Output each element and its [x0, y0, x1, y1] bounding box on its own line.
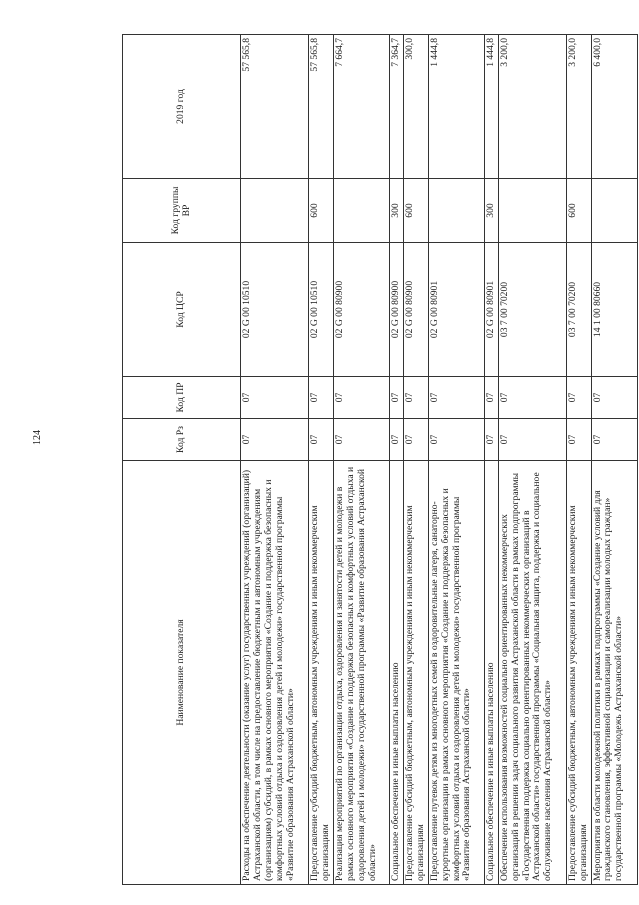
- header-rz: Код Рз: [123, 419, 241, 461]
- table-row: [484, 35, 498, 885]
- header-csr: Код ЦСР: [123, 243, 241, 377]
- table-row: [498, 35, 566, 885]
- row-csr: 02 G 00 10510: [241, 243, 309, 377]
- row-csr: 02 G 00 10510: [309, 243, 334, 377]
- row-value: 300,0: [403, 35, 428, 179]
- row-pr: 07: [403, 377, 428, 419]
- table-header-row: [123, 35, 241, 885]
- row-vr: [498, 179, 566, 243]
- table-row: [428, 35, 484, 885]
- row-csr: 14 1 00 80660: [591, 243, 637, 377]
- row-vr: [591, 179, 637, 243]
- row-rz: 07: [309, 419, 334, 461]
- row-pr: 07: [591, 377, 637, 419]
- table-row: [389, 35, 403, 885]
- row-pr: 07: [389, 377, 403, 419]
- row-value: 3 200,0: [498, 35, 566, 179]
- row-rz: 07: [241, 419, 309, 461]
- row-name: Мероприятия в области молодежной политики в рамках подпрограммы «Создание условий для гражданского становления, эффективной социализации и самореализации молодых граждан» государственной программы «Молодежь Астраханской области»: [591, 461, 637, 885]
- table-row: [566, 35, 591, 885]
- table-row: [403, 35, 428, 885]
- header-pr: Код ПР: [123, 377, 241, 419]
- row-rz: 07: [389, 419, 403, 461]
- row-vr: 600: [566, 179, 591, 243]
- budget-table: [122, 34, 638, 885]
- page-number: 124: [32, 430, 43, 445]
- row-value: 1 444,8: [428, 35, 484, 179]
- row-vr: [333, 179, 389, 243]
- row-pr: 07: [566, 377, 591, 419]
- header-year: 2019 год: [123, 35, 241, 179]
- row-name: Социальное обеспечение и иные выплаты населению: [484, 461, 498, 885]
- table-row: [241, 35, 309, 885]
- header-name: Наименование показателя: [123, 461, 241, 885]
- row-rz: 07: [566, 419, 591, 461]
- row-pr: 07: [484, 377, 498, 419]
- row-value: 6 400,0: [591, 35, 637, 179]
- row-value: 7 364,7: [389, 35, 403, 179]
- row-value: 57 565,8: [309, 35, 334, 179]
- row-value: 1 444,8: [484, 35, 498, 179]
- row-rz: 07: [428, 419, 484, 461]
- row-vr: 300: [484, 179, 498, 243]
- row-name: Предоставление субсидий бюджетным, автономным учреждениям и иным некоммерческим организациям: [566, 461, 591, 885]
- row-pr: 07: [241, 377, 309, 419]
- row-rz: 07: [591, 419, 637, 461]
- row-pr: 07: [498, 377, 566, 419]
- row-csr: 02 G 00 80900: [403, 243, 428, 377]
- row-pr: 07: [333, 377, 389, 419]
- row-name: Предоставление путевок детям из многодетных семей в оздоровительные лагеря, санаторно-курортные организации в рамках основного мероприятия «Создание и поддержка безопасных и комфортных условий отдыха и оздоровления детей и молодежи» государственной программы «Развитие образования Астраханской области»: [428, 461, 484, 885]
- row-value: 7 664,7: [333, 35, 389, 179]
- row-vr: 600: [309, 179, 334, 243]
- table-row: [591, 35, 637, 885]
- row-rz: 07: [498, 419, 566, 461]
- row-vr: 300: [389, 179, 403, 243]
- row-name: Реализация мероприятий по организации отдыха, оздоровления и занятости детей и молодежи в рамках основного мероприятия «Создание и поддержка безопасных и комфортных условий отдыха и оздоровления детей и молодежи» государственной программы «Развитие образования Астраханской области»: [333, 461, 389, 885]
- row-rz: 07: [333, 419, 389, 461]
- row-csr: 03 7 00 70200: [498, 243, 566, 377]
- row-name: Предоставление субсидий бюджетным, автономным учреждениям и иным некоммерческим организациям: [309, 461, 334, 885]
- header-vr: Код группы ВР: [123, 179, 241, 243]
- row-name: Обеспечение использования возможностей социально ориентированных некоммерческих организаций в решении задач социального развития Астраханской области в рамках подпрограммы «Государственная поддержка социально ориентированных некоммерческих организаций в Астраханской области» государственной программы «Социальная защита, поддержка и социальное обслуживание населения Астраханской области»: [498, 461, 566, 885]
- rotated-page: [122, 35, 625, 885]
- row-csr: 02 G 00 80900: [389, 243, 403, 377]
- row-csr: 02 G 00 80901: [484, 243, 498, 377]
- row-pr: 07: [428, 377, 484, 419]
- row-value: 57 565,8: [241, 35, 309, 179]
- row-rz: 07: [403, 419, 428, 461]
- row-pr: 07: [309, 377, 334, 419]
- row-csr: 03 7 00 70200: [566, 243, 591, 377]
- row-csr: 02 G 00 80900: [333, 243, 389, 377]
- row-rz: 07: [484, 419, 498, 461]
- table-row: [309, 35, 334, 885]
- table-row: [333, 35, 389, 885]
- row-csr: 02 G 00 80901: [428, 243, 484, 377]
- row-name: Предоставление субсидий бюджетным, автономным учреждениям и иным некоммерческим организациям: [403, 461, 428, 885]
- row-vr: 600: [403, 179, 428, 243]
- row-vr: [241, 179, 309, 243]
- row-name: Социальное обеспечение и иные выплаты населению: [389, 461, 403, 885]
- row-name: Расходы на обеспечение деятельности (оказание услуг) государственных учреждений (организаций) Астраханской области, в том числе на предоставление бюджетным и автономным учреждениям (организациям) субсидий, в рамках основного мероприятия «Создание и поддержка безопасных и комфортных условий отдыха и оздоровления детей и молодежи» государственной программы «Развитие образования Астраханской области»: [241, 461, 309, 885]
- row-value: 3 200,0: [566, 35, 591, 179]
- row-vr: [428, 179, 484, 243]
